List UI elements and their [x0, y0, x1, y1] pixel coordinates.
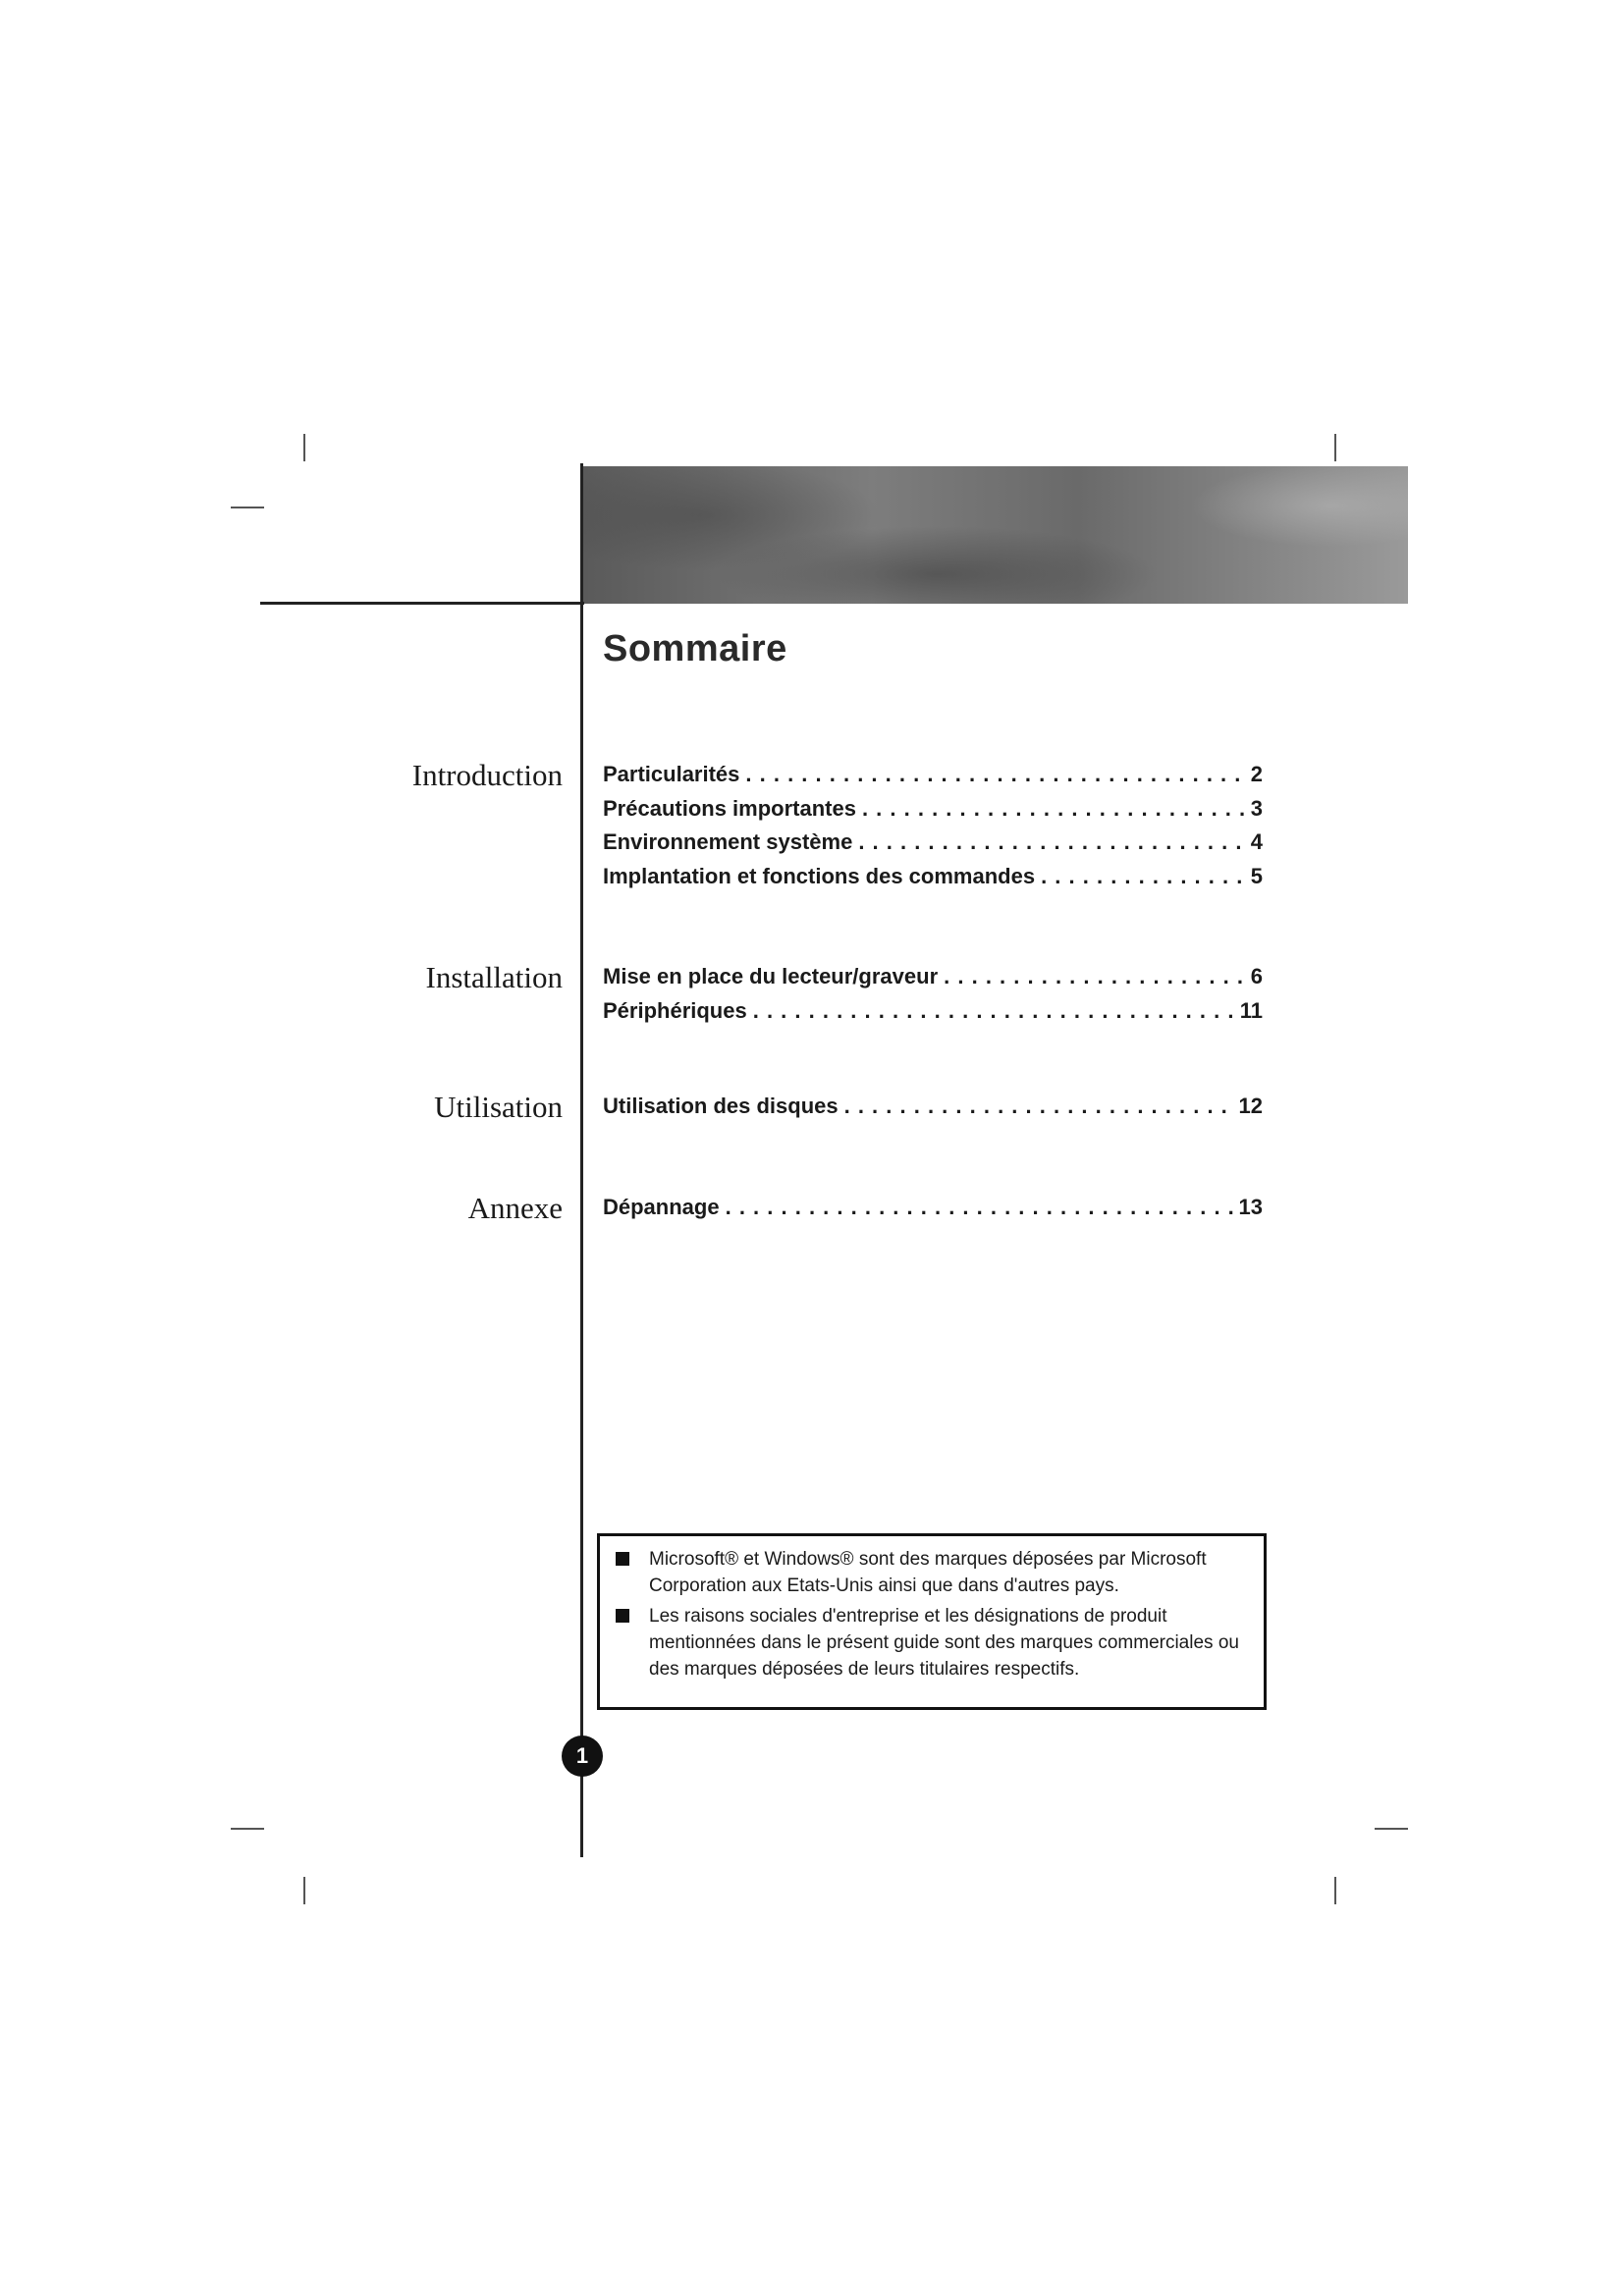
- notice-item: [614, 1546, 1252, 1599]
- toc-entry-page: 5: [1250, 863, 1263, 888]
- toc-entry[interactable]: [603, 864, 1263, 898]
- crop-mark: [303, 434, 305, 461]
- toc-entry-title: Précautions importantes: [603, 795, 856, 821]
- notice-item: [614, 1603, 1252, 1682]
- toc-entry[interactable]: [603, 998, 1263, 1033]
- toc-entry-page: 12: [1238, 1094, 1263, 1118]
- header-banner: [583, 466, 1408, 604]
- crop-mark: [231, 1828, 264, 1830]
- header-rule: [260, 602, 584, 605]
- toc-entry[interactable]: [603, 829, 1263, 864]
- toc-entry-page: 13: [1238, 1195, 1263, 1219]
- toc-entry[interactable]: [603, 796, 1263, 830]
- crop-mark: [1334, 1877, 1336, 1904]
- crop-mark: [1375, 1828, 1408, 1830]
- leader-dots: [944, 964, 1245, 989]
- vertical-divider: [580, 463, 583, 1857]
- trademark-notice: [597, 1533, 1267, 1710]
- toc-entry[interactable]: [603, 1094, 1263, 1128]
- toc-entry-title: Environnement système: [603, 829, 853, 854]
- notice-text: Les raisons sociales d'entreprise et les désignations de produit mentionnées dans le présent guide sont des marques commerciales ou des marques déposées de leurs titulaires respectifs.: [649, 1606, 1239, 1680]
- toc-entry-title: Dépannage: [603, 1195, 720, 1219]
- toc-list: [603, 964, 1263, 1032]
- leader-dots: [858, 829, 1244, 855]
- toc-entry[interactable]: [603, 1195, 1263, 1229]
- leader-dots: [745, 762, 1244, 787]
- toc-list: [603, 1094, 1263, 1128]
- leader-dots: [726, 1195, 1233, 1220]
- leader-dots: [753, 998, 1234, 1024]
- toc-entry-page: 3: [1250, 795, 1263, 821]
- crop-mark: [1334, 434, 1336, 461]
- toc-entry-title: Mise en place du lecteur/graveur: [603, 964, 939, 988]
- crop-mark: [303, 1877, 305, 1904]
- leader-dots: [844, 1094, 1233, 1119]
- toc-entry-title: Périphériques: [603, 997, 747, 1023]
- section-label: Utilisation: [434, 1090, 563, 1124]
- toc-list: [603, 1195, 1263, 1229]
- toc-entry[interactable]: [603, 964, 1263, 998]
- toc-entry-title: Implantation et fonctions des commandes: [603, 863, 1036, 888]
- square-bullet-icon: [616, 1609, 629, 1623]
- toc-list: [603, 762, 1263, 897]
- toc-entry-page: 4: [1250, 829, 1263, 854]
- toc-entry-page: 6: [1250, 964, 1263, 988]
- toc-entry-title: Utilisation des disques: [603, 1094, 839, 1118]
- toc-entry-page: 2: [1250, 762, 1263, 786]
- crop-mark: [231, 507, 264, 508]
- toc-entry-page: 11: [1239, 997, 1263, 1023]
- leader-dots: [1041, 864, 1245, 889]
- toc-entry-title: Particularités: [603, 762, 740, 786]
- page-title: Sommaire: [603, 628, 787, 669]
- toc-entry[interactable]: [603, 762, 1263, 796]
- section-label: Installation: [425, 960, 563, 994]
- section-label: Introduction: [411, 758, 563, 792]
- leader-dots: [862, 796, 1245, 822]
- square-bullet-icon: [616, 1552, 629, 1566]
- page-number: 1: [562, 1735, 603, 1777]
- section-label: Annexe: [467, 1191, 563, 1225]
- notice-text: Microsoft® et Windows® sont des marques déposées par Microsoft Corporation aux Etats-Unis ainsi que dans d'autres pays.: [649, 1549, 1207, 1596]
